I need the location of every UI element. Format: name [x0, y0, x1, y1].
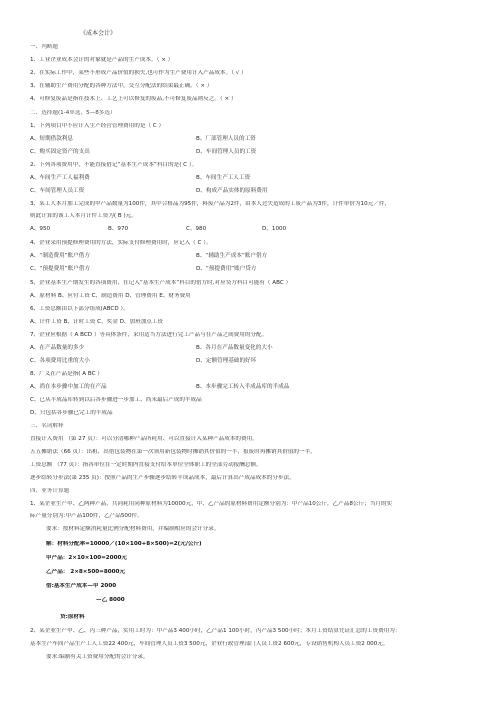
calc-solution-line: 乙产品： 2×8×500=8000元 [46, 569, 126, 575]
option-b: B、“辅助生产成本”账户借方 [196, 253, 268, 259]
judge-item: 4、可修复废品是指在技术上、工艺上可以修复的废品,不可修复废品则反之。（ × ） [30, 96, 237, 102]
calc-question-stem-cont: 基本生产车间产品生产工人工资22 400元，车间管理人员工资3 500元，企业行政管理部门人员工资2 600元，专设销售机构人员工资2 000元。 [30, 641, 389, 647]
option-a: A、尚在本步骤中加工的在产品 [30, 384, 107, 390]
calc-solution-line: 甲产品：2×10×100=2000元 [46, 555, 127, 561]
section-calc-heading: 四、业务计算题 [30, 488, 70, 494]
option-c: C、各项费用比重的大小 [30, 358, 90, 364]
option-c: C、“预提费用”账户借方 [30, 266, 91, 272]
calc-requirement: 要求:编制有关工资费用分配的会计分录。 [46, 654, 149, 660]
option-d: D、构成产品实体的原料费用 [196, 188, 268, 194]
question-stem: 1、下列项目中不应计入生产经营管理费用的是（ C ） [30, 123, 165, 129]
calc-solution-line: 借:基本生产成本—甲 2000 [46, 583, 117, 589]
calc-solution-line: —乙 8000 [96, 597, 125, 603]
option-d: D、“预提费用”账户贷方 [196, 266, 257, 272]
question-stem: 5、企业基本生产期发生的各项费用，在记入“基本生产成本”科目的借方时,对应贷方科目可能有（ ABC ） [30, 280, 292, 286]
option-d: D、1000 [262, 226, 287, 232]
option-b: B、厂部管理人员的工资 [196, 136, 256, 142]
question-stem: 8、广义在产品是指( A BC ） [30, 371, 103, 377]
judge-item: 2、在实际工作中，某些不形成产品价值的损失,也可作为生产费用计入产品成本。（ √ ） [30, 70, 247, 76]
option-c: C、已从半成品库转到以后各步骤进一步加工、尚未最后产成的半成品 [30, 397, 202, 403]
question-options: A、计件工资 B、计时工资 C、奖金 D、加班加点工资 [30, 319, 164, 325]
option-b: B、970 [108, 226, 129, 232]
question-stem: 2、下列各项费用中，不能直接借记“基本生产成本”科目的是( C ）。 [30, 162, 198, 168]
option-d: D、车间管理人员的工资 [196, 149, 257, 155]
option-a: A、车间生产工人福利费 [30, 175, 90, 181]
calc-question-stem: 1、某企业生产甲、乙两种产品，共同耗用同种原材料为10000元，甲、乙产品的原材料费用定额分别为：甲产品10公斤，乙产品8公斤；当月的实 [30, 501, 393, 507]
section-judge-heading: 一、判断题 [30, 44, 58, 50]
calc-requirement: 要求：按材料定额消耗量比例分配材料费用，并编制相应的会计分录。 [46, 526, 220, 532]
calc-question-stem: 2、某企业生产甲、乙、丙三种产品，实用工时为：甲产品3 400小时，乙产品1 100小时，丙产品3 500小时；本月工资结算凭证汇总的工资费用为： [30, 628, 401, 634]
term-definition: 逐步结转分步法(第 235 页)：按照产品的生产步骤逐步结转半成品成本，最后计算出产成品成本的分步法。 [30, 475, 295, 481]
option-b: B、车间生产工人工资 [196, 175, 251, 181]
section-terms-heading: 三、名词解释 [30, 423, 64, 429]
term-definition: 工资总额 （77 页）：指各单位在一定时期内直接支付给本单位全体职工的全部劳动报酬总额。 [30, 462, 262, 468]
term-definition: 五五摊销法（66 页）：出租、出借包装物在第一次领用新包装物时摊销其价值的一半，报废时再摊销其价值的一半。 [30, 449, 316, 455]
question-stem: 4、企业采用预提修理费用的方法，实际支付修理费用时，应记入（ C ）。 [30, 240, 212, 246]
question-stem: 7、企业应根据（ A BCD ）等具体条件，采用适当方法进行完工产品与在产品之间费用的分配。 [30, 332, 268, 338]
document-title: 《成本会计》 [80, 30, 117, 37]
question-options: A、原材料 B、应付工资 C、制造费用 D、管理费用 E、财务费用 [30, 293, 191, 299]
term-definition: 直接计入费用 （第 27 页）：可以分清哪种产品所耗用、可以直接计入某种产品成本的费用。 [30, 436, 258, 442]
option-b: B、各月在产品数量变化的大小 [196, 345, 273, 351]
option-b: B、本步骤完工转入半成品库的半成品 [196, 384, 290, 390]
judge-item: 3、在辅助生产费用分配的各种方法中，交互分配法的结果最正确。（ × ） [30, 83, 213, 89]
judge-item: 1、工业企业成本会计的对象就是产品的生产成本。（ × ） [30, 57, 174, 63]
calc-solution-line: 贷:原材料 [60, 614, 85, 620]
question-stem-cont: 则此计算的该工人本月计件工资为( B )元。 [30, 213, 137, 219]
option-c: C、980 [186, 226, 207, 232]
option-d: D、定额管理基础的好坏 [196, 358, 257, 364]
option-a: A、950 [30, 226, 51, 232]
section-choice-heading: 二、选择题(1-4单选，5—8多选） [30, 110, 116, 116]
question-stem: 6、工资总额由以下部分组成(ABCD ）。 [30, 306, 129, 312]
option-a: A、短期借款利息 [30, 136, 73, 142]
option-d: D、只包括各步骤已完工的半成品 [30, 410, 113, 416]
calc-solution-line: 解：材料分配率=10000／(10×100+8×500)=2(元/公斤) [46, 541, 202, 547]
option-a: A、在产品数量的多少 [30, 345, 85, 351]
option-c: C、车间管理人员工资 [30, 188, 85, 194]
option-c: C、购买固定资产的支出 [30, 149, 90, 155]
question-stem: 3、某工人本月加工完成的甲产品数量为100件，其中合格品为95件，料废产品为2件，由本人过失造成的工废产品为3件，计件单价为10元／件， [30, 201, 391, 207]
calc-question-stem-cont: 际产量分别为:甲产品100件，乙产品500件。 [30, 513, 143, 519]
option-a: A、“制造费用”账户借方 [30, 253, 90, 259]
